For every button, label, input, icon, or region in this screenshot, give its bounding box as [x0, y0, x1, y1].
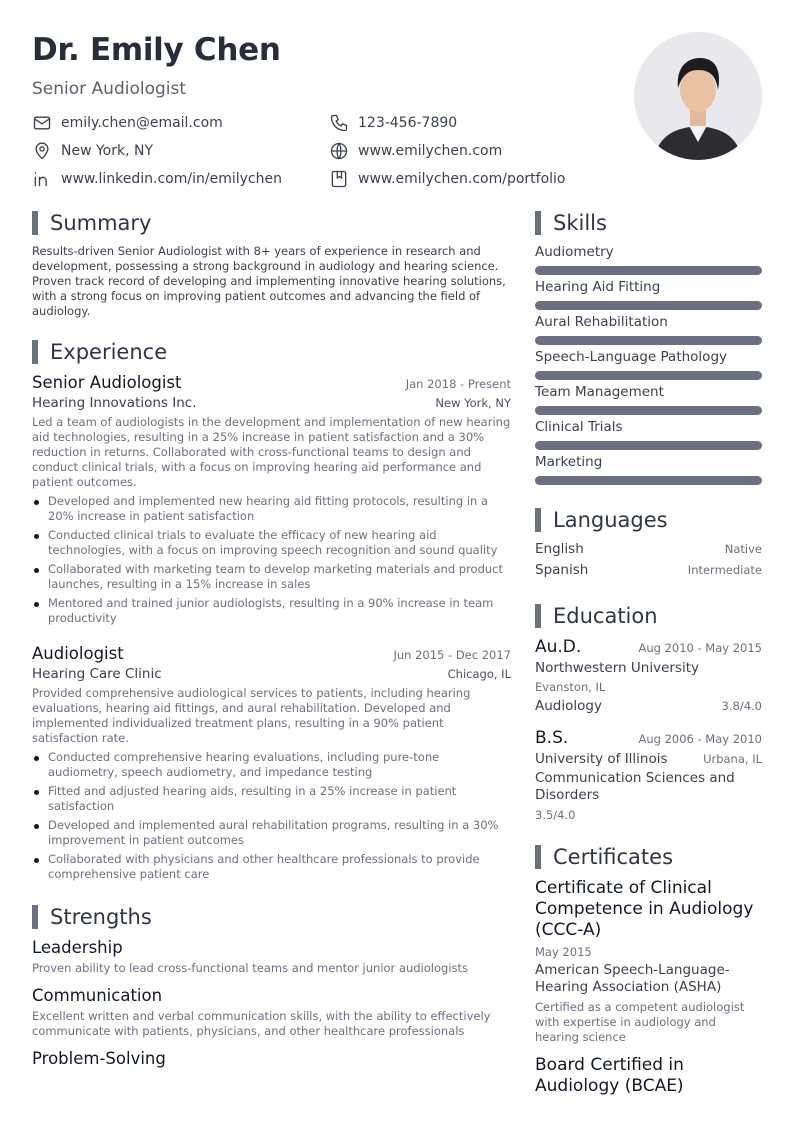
- language-item: [535, 541, 762, 562]
- skill-bar: [535, 266, 762, 275]
- skill-name: Marketing: [535, 454, 603, 470]
- phone-text: 123-456-7890: [358, 115, 458, 131]
- website-text: www.emilychen.com: [358, 143, 503, 159]
- job-location: Chicago, IL: [447, 667, 511, 681]
- summary-text: Results-driven Senior Audiologist with 8+ years of experience in research and development, possessing a strong background in audiology and hearing science. Proven track record of developing and implementing innovative hearing solutions, with a strong focus on improving patient outcomes and advancing the field of audiology.: [32, 244, 506, 318]
- map-pin-icon: [32, 141, 52, 161]
- language-level: Intermediate: [687, 563, 762, 577]
- strength-description: Excellent written and verbal communication skills, with the ability to effectively communicate with patients, physicians, and other healthcare professionals: [32, 1009, 491, 1038]
- certificate-entry: [535, 878, 762, 1045]
- skill-item: [535, 419, 762, 450]
- education-date: Aug 2006 - May 2010: [638, 732, 762, 746]
- strength-name: Communication: [32, 986, 163, 1005]
- education-entry: [535, 637, 762, 714]
- education-entry: [535, 728, 762, 822]
- section-accent-bar: [535, 604, 541, 628]
- bullet-item: Conducted comprehensive hearing evaluations, including pure-tone audiometry, speech audiometry, and impedance testing: [32, 750, 511, 780]
- skill-name: Team Management: [535, 384, 664, 400]
- skill-name: Hearing Aid Fitting: [535, 279, 661, 295]
- bullet-item: Developed and implemented aural rehabilitation programs, resulting in a 30% improvement in patient outcomes: [32, 818, 511, 848]
- skill-bar: [535, 406, 762, 415]
- gpa: 3.8/4.0: [721, 699, 762, 713]
- skill-name: Audiometry: [535, 244, 614, 260]
- contact-linkedin[interactable]: [32, 169, 282, 189]
- side-column: [535, 210, 762, 1097]
- skill-bar: [535, 336, 762, 345]
- skill-item: [535, 349, 762, 380]
- job-description: Provided comprehensive audiological services to patients, including hearing evaluations, hearing aid fittings, and aural rehabilitation. Developed and implemented individualized treatment plans, resulting in a 90% patient satisfaction rate.: [32, 686, 471, 745]
- strength-name: Problem-Solving: [32, 1049, 166, 1068]
- main-column: [32, 210, 511, 1068]
- certificate-name: Certificate of Clinical Competence in Audiology (CCC-A): [535, 878, 754, 940]
- skill-item: [535, 384, 762, 415]
- contact-phone[interactable]: [329, 113, 457, 133]
- degree: Au.D.: [535, 637, 582, 657]
- section-accent-bar: [32, 905, 38, 929]
- section-accent-bar: [535, 211, 541, 235]
- bullet-item: Mentored and trained junior audiologists, resulting in a 90% increase in team productivity: [32, 596, 511, 626]
- education-date: Aug 2010 - May 2015: [638, 641, 762, 655]
- school-name: Northwestern University: [535, 660, 699, 676]
- skill-bar: [535, 301, 762, 310]
- certificate-issuer: American Speech-Language-Hearing Association (ASHA): [535, 962, 730, 995]
- strength-description: Proven ability to lead cross-functional teams and mentor junior audiologists: [32, 961, 469, 975]
- language-name: English: [535, 541, 584, 557]
- strengths-heading: [32, 904, 511, 930]
- contact-website[interactable]: [329, 141, 502, 161]
- language-level: Native: [724, 542, 762, 556]
- experience-entry: [32, 373, 511, 626]
- strength-name: Leadership: [32, 938, 123, 957]
- skill-item: [535, 314, 762, 345]
- school-location: Urbana, IL: [703, 752, 762, 766]
- job-title: Senior Audiologist: [32, 373, 182, 392]
- certificate-entry: [535, 1055, 762, 1097]
- job-title-heading: Senior Audiologist: [32, 79, 187, 99]
- bullet-item: Fitted and adjusted hearing aids, resulting in a 25% increase in patient satisfaction: [32, 784, 511, 814]
- job-title: Audiologist: [32, 644, 124, 663]
- globe-icon: [329, 141, 349, 161]
- field-of-study: Audiology: [535, 698, 602, 714]
- strength-item: [32, 938, 511, 976]
- location-text: New York, NY: [61, 143, 154, 159]
- section-title: Education: [553, 604, 658, 628]
- school-name: University of Illinois: [535, 751, 668, 767]
- candidate-name: Dr. Emily Chen: [32, 32, 281, 68]
- phone-icon: [329, 113, 349, 133]
- skill-bar: [535, 371, 762, 380]
- certificates-heading: [535, 844, 762, 870]
- certificate-name: Board Certified in Audiology (BCAE): [535, 1055, 684, 1096]
- contact-email[interactable]: [32, 113, 223, 133]
- section-title: Languages: [553, 508, 668, 532]
- field-of-study: Communication Sciences and Disorders: [535, 770, 735, 803]
- bullet-item: Collaborated with marketing team to develop marketing materials and product launches, resulting in a 15% increase in sales: [32, 562, 511, 592]
- profile-photo: [634, 32, 762, 160]
- strength-item: [32, 1049, 511, 1068]
- job-bullets: [32, 750, 511, 882]
- email-text: emily.chen@email.com: [61, 115, 223, 131]
- skills-heading: [535, 210, 762, 236]
- contact-location: [32, 141, 153, 161]
- section-title: Experience: [50, 340, 168, 364]
- language-name: Spanish: [535, 562, 589, 578]
- section-title: Summary: [50, 211, 152, 235]
- degree: B.S.: [535, 728, 569, 748]
- section-title: Strengths: [50, 905, 152, 929]
- skill-name: Clinical Trials: [535, 419, 623, 435]
- job-description: Led a team of audiologists in the development and implementation of new hearing aid technologies, resulting in a 25% increase in patient satisfaction and a 30% reduction in returns. Collaborated with cross-functional teams to design and conduct clinical trials, with a focus on improving hearing aid performance and patient outcomes.: [32, 415, 511, 489]
- gpa: 3.5/4.0: [535, 808, 576, 822]
- bookmark-icon: [329, 169, 349, 189]
- certificate-date: May 2015: [535, 945, 592, 959]
- language-item: [535, 562, 762, 583]
- job-bullets: [32, 494, 511, 626]
- job-date: Jan 2018 - Present: [405, 377, 511, 391]
- school-location: Evanston, IL: [535, 680, 606, 694]
- strength-item: [32, 986, 511, 1039]
- section-accent-bar: [535, 845, 541, 869]
- certificate-description: Certified as a competent audiologist with expertise in audiology and hearing science: [535, 1000, 745, 1044]
- skill-name: Aural Rehabilitation: [535, 314, 668, 330]
- bullet-item: Conducted clinical trials to evaluate the efficacy of new hearing aid technologies, with a focus on improving speech recognition and sound quality: [32, 528, 511, 558]
- portfolio-text: www.emilychen.com/portfolio: [358, 171, 566, 187]
- section-accent-bar: [32, 340, 38, 364]
- linkedin-text: www.linkedin.com/in/emilychen: [61, 171, 282, 187]
- section-accent-bar: [535, 508, 541, 532]
- experience-entry: [32, 644, 511, 882]
- job-company: Hearing Care Clinic: [32, 666, 162, 682]
- skill-name: Speech-Language Pathology: [535, 349, 727, 365]
- skill-bar: [535, 441, 762, 450]
- section-title: Skills: [553, 211, 607, 235]
- skill-item: [535, 244, 762, 275]
- job-date: Jun 2015 - Dec 2017: [393, 648, 511, 662]
- section-title: Certificates: [553, 845, 674, 869]
- languages-heading: [535, 507, 762, 533]
- skill-bar: [535, 476, 762, 485]
- contact-portfolio[interactable]: [329, 169, 566, 189]
- skill-item: [535, 279, 762, 310]
- section-accent-bar: [32, 211, 38, 235]
- bullet-item: Collaborated with physicians and other healthcare professionals to provide comprehensive patient care: [32, 852, 511, 882]
- envelope-icon: [32, 113, 52, 133]
- linkedin-icon: [32, 169, 52, 189]
- bullet-item: Developed and implemented new hearing aid fitting protocols, resulting in a 20% increase in patient satisfaction: [32, 494, 511, 524]
- experience-heading: [32, 339, 511, 365]
- skill-item: [535, 454, 762, 485]
- job-company: Hearing Innovations Inc.: [32, 395, 197, 411]
- summary-heading: [32, 210, 511, 236]
- job-location: New York, NY: [435, 396, 511, 410]
- education-heading: [535, 603, 762, 629]
